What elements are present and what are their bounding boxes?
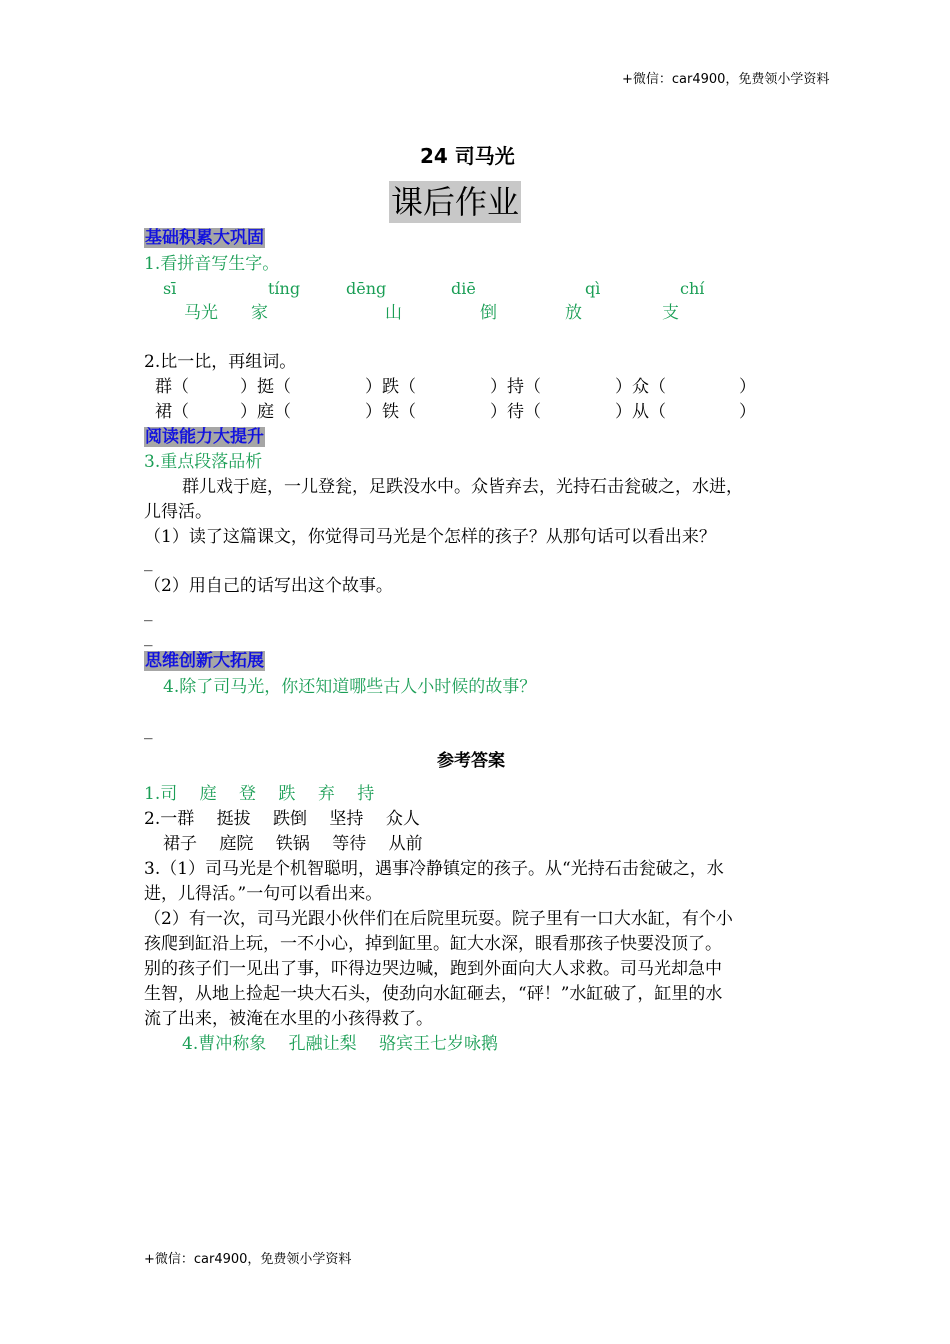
answer-3-line-1: 3.（1）司马光是个机智聪明，遇事冷静镇定的孩子。从“光持石击瓮破之，水 (144, 859, 724, 879)
header-watermark-bottom: +微信：car4900，免费领小学资料 (144, 1252, 352, 1267)
answer-blank-3: _ (144, 627, 153, 647)
answer-blank-4: _ (144, 720, 153, 740)
compare-zhong-1: ）众（ (615, 377, 666, 397)
word-dao: 倒 (480, 303, 497, 323)
question-3-sub-2: （2）用自己的话写出这个故事。 (144, 576, 393, 596)
question-3-prompt: 3.重点段落品析 (144, 452, 263, 472)
compare-ting-1: ）挺（ (240, 377, 291, 397)
answer-3-line-5: 别的孩子们一见出了事，吓得边哭边喊，跑到外面向大人求救。司马光却急中 (144, 959, 722, 979)
answer-3-line-7: 流了出来，被淹在水里的小孩得救了。 (144, 1009, 433, 1029)
answer-3-line-2: 进，儿得活。”一句可以看出来。 (144, 884, 383, 904)
answer-4: 4.曹冲称象 孔融让梨 骆宾王七岁咏鹅 (182, 1034, 499, 1054)
compare-ting-2: ）庭（ (240, 402, 291, 422)
compare-end-2: ） (739, 402, 756, 422)
question-3-sub-1: （1）读了这篇课文，你觉得司马光是个怎样的孩子？从那句话可以看出来？ (144, 527, 716, 547)
word-maguang: 马光 (184, 303, 218, 323)
pinyin-chi: chí (680, 279, 705, 298)
word-shan: 山 (385, 303, 402, 323)
header-watermark-top: +微信：car4900，免费领小学资料 (622, 72, 830, 87)
compare-qun-2: 裙（ (155, 402, 189, 422)
pinyin-si: sī (163, 279, 177, 298)
compare-cong-2: ）从（ (615, 402, 666, 422)
section-heading-thinking: 思维创新大拓展 (145, 651, 264, 671)
answer-blank-1: _ (144, 552, 153, 572)
passage-line-2: 儿得活。 (144, 502, 212, 522)
answers-title: 参考答案 (437, 751, 505, 771)
lesson-title: 24 司马光 (420, 144, 515, 168)
answer-blank-2: _ (144, 602, 153, 622)
word-fang: 放 (565, 303, 582, 323)
question-2-prompt: 2.比一比，再组词。 (144, 352, 297, 372)
word-jia: 家 (251, 303, 268, 323)
answer-1: 1.司 庭 登 跌 弃 持 (144, 784, 375, 804)
compare-tie-2: ）铁（ (365, 402, 416, 422)
passage-line-1: 群儿戏于庭，一儿登瓮，足跌没水中。众皆弃去，光持石击瓮破之，水进， (182, 477, 743, 497)
question-1-prompt: 1.看拼音写生字。 (144, 254, 280, 274)
pinyin-ting: tíng (268, 279, 301, 298)
question-4-prompt: 4.除了司马光，你还知道哪些古人小时候的故事？ (163, 677, 537, 697)
compare-chi-1: ）持（ (490, 377, 541, 397)
answer-3-line-6: 生智，从地上捡起一块大石头，使劲向水缸砸去，“砰！”水缸破了，缸里的水 (144, 984, 723, 1004)
section-heading-reading: 阅读能力大提升 (145, 427, 264, 447)
pinyin-deng: dēng (346, 279, 387, 298)
compare-qun-1: 群（ (155, 377, 189, 397)
compare-die-1: ）跌（ (365, 377, 416, 397)
answer-2-line-1: 2.一群 挺拔 跌倒 坚持 众人 (144, 809, 420, 829)
pinyin-qi: qì (585, 279, 601, 298)
answer-3-line-3: （2）有一次，司马光跟小伙伴们在后院里玩耍。院子里有一口大水缸，有个小 (144, 909, 733, 929)
answer-3-line-4: 孩爬到缸沿上玩，一不小心，掉到缸里。缸大水深，眼看那孩子快要没顶了。 (144, 934, 722, 954)
compare-end-1: ） (739, 377, 756, 397)
compare-dai-2: ）待（ (490, 402, 541, 422)
word-zhi: 支 (662, 303, 679, 323)
section-heading-basics: 基础积累大巩固 (145, 228, 264, 248)
homework-title: 课后作业 (391, 183, 520, 221)
pinyin-die: diē (451, 279, 476, 298)
answer-2-line-2: 裙子 庭院 铁锅 等待 从前 (163, 834, 423, 854)
